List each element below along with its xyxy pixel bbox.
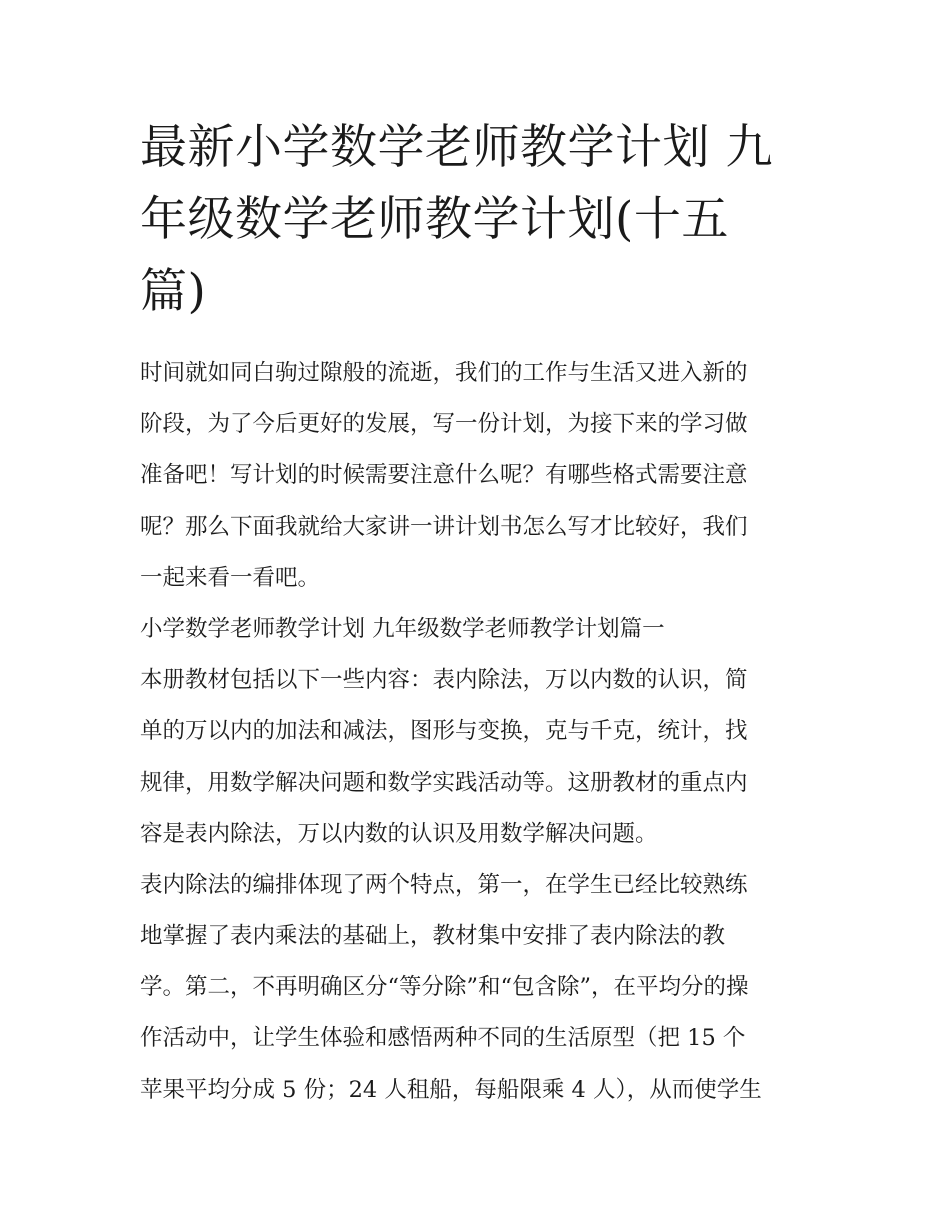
title-line-2: 年级数学老师教学计划(十五 [140,192,729,247]
intro-line-2: 阶段，为了今后更好的发展，写一份计划，为接下来的学习做 [140,411,748,438]
paragraph-1-line-1: 本册教材包括以下一些内容：表内除法，万以内数的认识，简 [140,667,748,694]
section-heading: 小学数学老师教学计划 九年级数学老师教学计划篇一 [140,615,665,642]
paragraph-1-line-2: 单的万以内的加法和减法，图形与变换，克与千克，统计，找 [140,718,748,745]
intro-line-1: 时间就如同白驹过隙般的流逝，我们的工作与生活又进入新的 [140,360,748,386]
document-title [140,112,815,328]
document-body [140,348,815,1116]
paragraph-2-line-2: 地掌握了表内乘法的基础上，教材集中安排了表内除法的教 [140,923,726,950]
paragraph-2-line-4: 作活动中，让学生体验和感悟两种不同的生活原型（把 15 个 [140,1025,746,1052]
paragraph-2-line-3: 学。第二，不再明确区分“等分除”和“包含除”，在平均分的操 [140,974,749,1001]
intro-line-3: 准备吧！写计划的时候需要注意什么呢？有哪些格式需要注意 [140,462,748,489]
paragraph-2-line-5: 苹果平均分成 5 份；24 人租船，每船限乘 4 人），从而使学生 [140,1076,762,1103]
intro-line-5: 一起来看一看吧。 [140,564,321,591]
paragraph-2-line-1: 表内除法的编排体现了两个特点，第一，在学生已经比较熟练 [140,871,748,898]
document-page [140,112,815,1116]
paragraph-1-line-3: 规律，用数学解决问题和数学实践活动等。这册教材的重点内 [140,769,748,796]
title-line-1: 最新小学数学老师教学计划 九 [140,120,773,175]
title-line-3: 篇) [140,264,207,319]
paragraph-1-line-4: 容是表内除法，万以内数的认识及用数学解决问题。 [140,820,658,847]
intro-line-4: 呢？那么下面我就给大家讲一讲计划书怎么写才比较好，我们 [140,513,748,540]
